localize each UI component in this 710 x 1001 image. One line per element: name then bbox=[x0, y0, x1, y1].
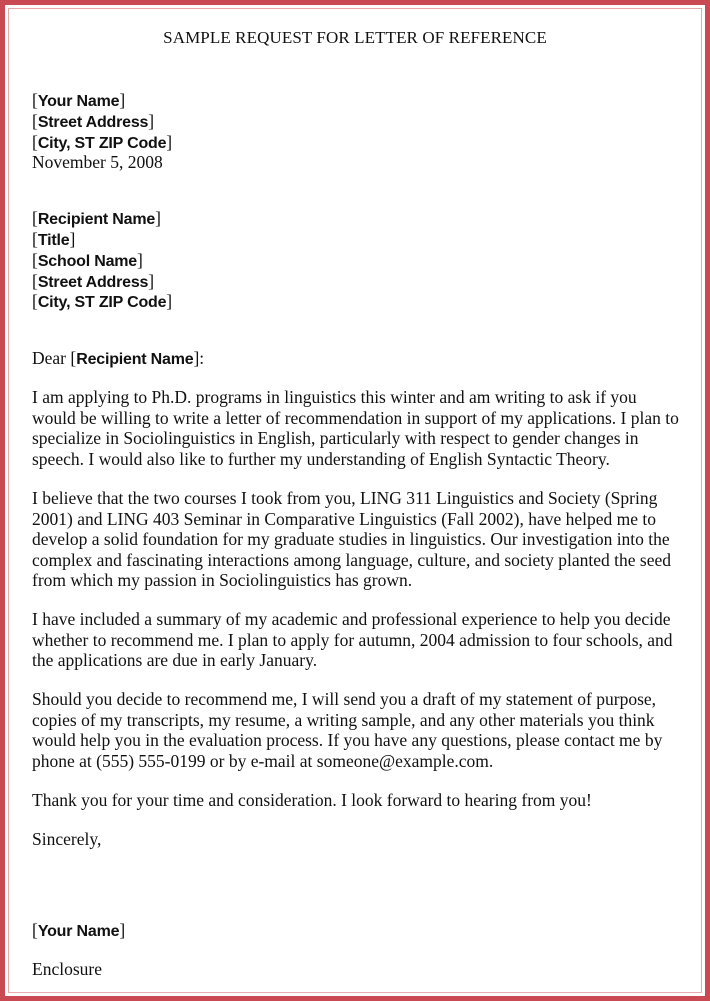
sender-street-line: [Street Address] bbox=[32, 111, 155, 131]
signature-name: Your Name bbox=[37, 923, 120, 940]
sender-city: City, ST ZIP Code bbox=[37, 135, 167, 152]
body-paragraph-1: I am applying to Ph.D. programs in linguistics this winter and am writing to ask if you would be willing to write a letter of recommendation in support of my applications. I plan to specialize in Sociolinguistics in English, particularly with respect to gender changes in speech. I would also like to further my understanding of English Syntactic Theory. bbox=[32, 387, 679, 469]
document-title: SAMPLE REQUEST FOR LETTER OF REFERENCE bbox=[163, 28, 547, 47]
recipient-school-line: [School Name] bbox=[32, 250, 143, 270]
signature-line: [Your Name] bbox=[32, 920, 126, 940]
recipient-city: City, ST ZIP Code bbox=[37, 294, 167, 311]
recipient-city-line: [City, ST ZIP Code] bbox=[32, 291, 173, 311]
recipient-title-line: [Title] bbox=[32, 229, 76, 249]
enclosure-note: Enclosure bbox=[32, 959, 102, 979]
body-paragraph-5: Thank you for your time and consideration. I look forward to hearing from you! bbox=[32, 790, 592, 810]
sender-city-line: [City, ST ZIP Code] bbox=[32, 132, 173, 152]
sender-name: Your Name bbox=[37, 93, 120, 110]
body-paragraph-3: I have included a summary of my academic and professional experience to help you decide whether to recommend me. I plan to apply for autumn, 2004 admission to four schools, and the applications are due in early January. bbox=[32, 609, 673, 670]
closing: Sincerely, bbox=[32, 829, 102, 849]
body-paragraph-2: I believe that the two courses I took from you, LING 311 Linguistics and Society (Spring 2001) and LING 403 Seminar in Comparative Linguistics (Fall 2002), have helped me to develop a solid foundation for my graduate studies in linguistics. Our investigation into the complex and fascinating interactions among language, culture, and society planted the seed from which my passion in Sociolinguistics has grown. bbox=[32, 488, 672, 590]
sender-name-line: [Your Name] bbox=[32, 90, 126, 110]
recipient-name: Recipient Name bbox=[37, 211, 156, 228]
salutation-prefix: Dear bbox=[32, 348, 71, 368]
letter-date: November 5, 2008 bbox=[32, 152, 163, 172]
salutation-suffix: : bbox=[199, 348, 205, 368]
body-paragraph-4: Should you decide to recommend me, I will send you a draft of my statement of purpose, copies of my transcripts, my resume, a writing sample, and any other materials you think would help you in the evaluation process. If you have any questions, please contact me by phone at (555) 555-0199 or by e-mail at someone@example.com. bbox=[32, 689, 663, 771]
recipient-street: Street Address bbox=[37, 274, 149, 291]
recipient-street-line: [Street Address] bbox=[32, 271, 155, 291]
salutation-name: Recipient Name bbox=[76, 351, 194, 368]
recipient-title: Title bbox=[37, 232, 70, 249]
recipient-school: School Name bbox=[37, 253, 137, 270]
salutation: Dear [Recipient Name]: bbox=[32, 348, 205, 368]
sender-street: Street Address bbox=[37, 114, 149, 131]
recipient-name-line: [Recipient Name] bbox=[32, 208, 161, 228]
